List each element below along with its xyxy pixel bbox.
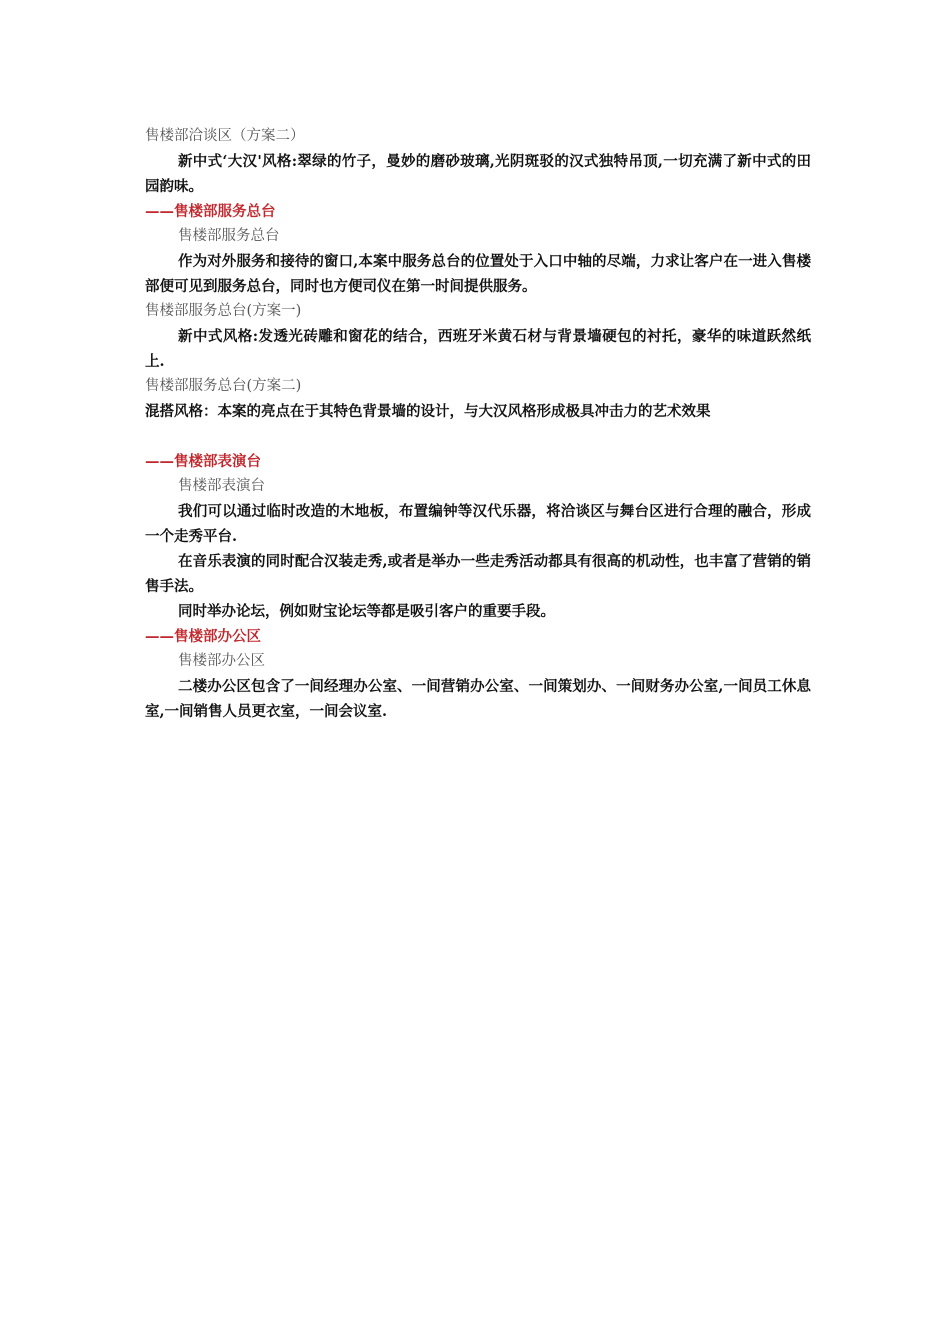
section-heading-stage: ——售楼部表演台 (145, 453, 261, 470)
paragraph-service-desk: 作为对外服务和接待的窗口,本案中服务总台的位置处于入口中轴的尽端，力求让客户在一进入售楼部便可见到服务总台，同时也方便司仪在第一时间提供服务。 (145, 253, 811, 295)
caption-service-desk-option2: 售楼部服务总台(方案二) (145, 378, 302, 394)
caption-service-desk-option1: 售楼部服务总台(方案一) (145, 303, 302, 319)
paragraph-stage-floor: 我们可以通过临时改造的木地板，布置编钟等汉代乐器，将洽谈区与舞台区进行合理的融合，形成一个走秀平台. (145, 503, 811, 545)
paragraph-office-rooms: 二楼办公区包含了一间经理办公室、一间营销办公室、一间策划办、一间财务办公室,一间员工休息室,一间销售人员更衣室，一间会议室. (145, 678, 811, 720)
document-body (145, 124, 811, 724)
paragraph-negotiation-style: 新中式‘大汉'风格:翠绿的竹子，曼妙的磨砂玻璃,光阴斑驳的汉式独特吊顶,一切充满了新中式的田园韵味。 (145, 153, 811, 195)
paragraph-stage-show: 在音乐表演的同时配合汉装走秀,或者是举办一些走秀活动都具有很高的机动性，也丰富了营销的销售手法。 (145, 553, 811, 595)
caption-negotiation-area-option2: 售楼部洽谈区（方案二） (145, 128, 305, 144)
caption-service-desk: 售楼部服务总台 (178, 228, 280, 244)
paragraph-service-desk-option1: 新中式风格:发透光砖雕和窗花的结合，西班牙米黄石材与背景墙硬包的衬托，豪华的味道跃然纸上. (145, 328, 811, 370)
caption-office: 售楼部办公区 (178, 653, 265, 669)
caption-stage: 售楼部表演台 (178, 478, 265, 494)
section-heading-service-desk: ——售楼部服务总台 (145, 203, 276, 220)
blank-line (145, 424, 811, 449)
paragraph-service-desk-option2: 混搭风格：本案的亮点在于其特色背景墙的设计，与大汉风格形成极具冲击力的艺术效果 (145, 403, 711, 420)
section-heading-office: ——售楼部办公区 (145, 628, 261, 645)
paragraph-stage-forum: 同时举办论坛，例如财宝论坛等都是吸引客户的重要手段。 (178, 603, 555, 620)
